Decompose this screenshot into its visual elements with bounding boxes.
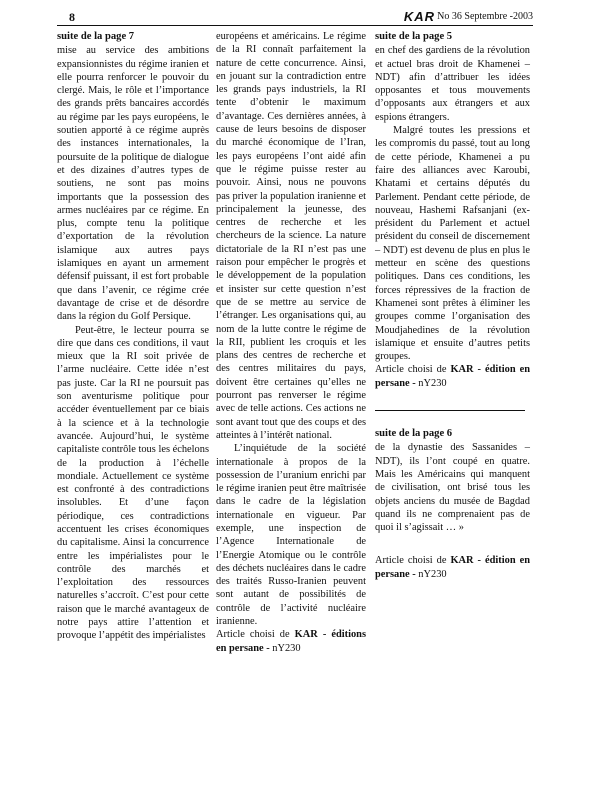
article-paragraph: en chef des gardiens de la révolution et actuel bras droit de Khamenei – NDT) afin d’attribuer les idées opposantes et tous mouvements d’opposants aux étrangers et aux espions étrangers. xyxy=(375,45,530,123)
credit-prefix: Article choisi de xyxy=(375,555,451,567)
article-credit xyxy=(216,628,366,655)
header-rule xyxy=(57,25,533,26)
credit-source: KAR - édition en persane - xyxy=(375,364,530,389)
credit-ref: nY230 xyxy=(269,642,301,654)
page-header xyxy=(57,9,533,26)
article-paragraph: L’inquiétude de la société internationale à propos de la possession de l’uranium enrichi par le régime iranien peut être maîtrisée dans le cadre de la législation internationale en vigueur. Par exemple, une inspection de l’Agence Internationale de l’Energie Atomique ou le contrôle des déchets nucléaires dans le cadre des traités Russo-Iranien peuvent sont autant de possibilités de contrôle de l’activité nucléaire iranienne. xyxy=(216,443,366,628)
continued-from-label: suite de la page 6 xyxy=(375,428,453,440)
column-3 xyxy=(375,30,530,581)
article-paragraph: mise au service des ambitions expansionnistes du régime iranien et elle pourra renforcer le pouvoir du clergé. Mais, le rôle et l’importance des grands prêts bancaires accordés au régime par les pays européens, le soutien apporté à ce régime auprès des instances internationales, la poursuite de la politique de dialogue et des dizaines d’autres types de soutiens, ne sont pas moins importants que la possession des armes nucléaires par ce régime. En plus, compte tenu la politique d’exportation de la révolution islamique aux autres pays islamiques en ayant un armement défensif puissant, il est fort probable que dans l’avenir, ce régime crée davantage de crise et de désordre dans la région du Golf Persique. xyxy=(57,45,209,323)
publication-logo: KAR xyxy=(403,9,435,24)
column-1 xyxy=(57,30,209,643)
continued-from-label: suite de la page 7 xyxy=(57,31,135,42)
credit-source: KAR - édition en persane - xyxy=(375,555,530,580)
article-paragraph: Peut-être, le lecteur pourra se dire que dans ces conditions, il vaut mieux que la RI soit privée de l’arme nucléaire. Cette idée n’est pas juste. Car la RI ne poursuit pas son aventurisme politique pour accéder éventuellement par ce biais à la science et à la technologie avancée. Aujourd’hui, le système capitaliste contrôle tous les échelons de la production à l’échelle mondiale. Actuellement ce système est confronté à des contradictions insolubles. Et d’une façon périodique, ces contradictions accentuent les crises économiques du capitalisme. Ainsi la concurrence entre les impérialistes pour le contrôle des marchés et l’exploitation des ressources naturelles s’accroît. C’est pour cette raison que le marché avantageux de notre pays attire l’attention et provoque l’appétit des impérialistes xyxy=(57,324,209,642)
article-credit xyxy=(375,363,530,390)
credit-prefix: Article choisi de xyxy=(216,629,295,641)
article-paragraph: Malgré toutes les pressions et les compromis du passé, tout au long de cette période, Khamenei a pu faire des alliances avec Karoubi, Khatami et certains députés du Parlement. Pendant cette période, de nouveau, Hashemi Rafsanjani (ex-président du Parlement et actuel président du conseil de discernement – NDT) est devenu de plus en plus le metteur en scène des questions politiques. Dans ces conditions, les forces répressives de la fraction de Khamenei sont prêtes à éliminer les groupes comme l’organisation des Moudjahedines de la révolution islamique et ensuite d’autres petits groupes. xyxy=(375,125,530,363)
continued-from-label: suite de la page 5 xyxy=(375,31,453,42)
credit-ref: nY230 xyxy=(415,377,447,389)
issue-info: No 36 Septembre -2003 xyxy=(437,11,533,22)
credit-ref: nY230 xyxy=(415,568,447,580)
credit-prefix: Article choisi de xyxy=(375,364,451,376)
article-credit xyxy=(375,554,530,581)
page-number: 8 xyxy=(69,10,75,24)
section-divider xyxy=(375,410,525,411)
article-paragraph: européens et américains. Le régime de la RI connaît parfaitement la nature de cette concurrence. Ainsi, en jouant sur la contradiction entre les grands pays industriels, la RI tente d’obtenir le maximum d’avantage. Ces dernières années, à cause de leurs besoins de disposer du marché économique de l’Iran, les pays européens l’ont aidé afin que le régime puisse rester au pouvoir. Ainsi, nous ne pouvons pas priver la population iranienne et principalement la jeunesse, des centres de recherche et les chercheurs de la science. La nature dictatoriale de la RI n’est pas une raison pour empêcher le progrès et le développement de la population et insister sur cette question n’est que de se mettre au service de l’étranger. Les organisations qui, au nom de la lutte contre le régime de la RII, publient les croquis et les plans des centres de recherche et des centres militaires du pays, doivent être certaines qu’elles ne pourront pas renverser le régime avec de telle actions. Ces actions ne sont avant tout que des coups et des atteintes à l’intérêt national. xyxy=(216,31,366,441)
column-2 xyxy=(216,30,366,655)
credit-source: KAR - éditions en persane - xyxy=(216,629,366,654)
article-paragraph: de la dynastie des Sassanides – NDT), ils l’ont coupé en quatre. Mais les Américains qui manquent de civilisation, ont brisé tous les objets anciens du musée de Bagdad quand ils ne comprenaient pas de quoi il s’agissait … » xyxy=(375,442,530,534)
